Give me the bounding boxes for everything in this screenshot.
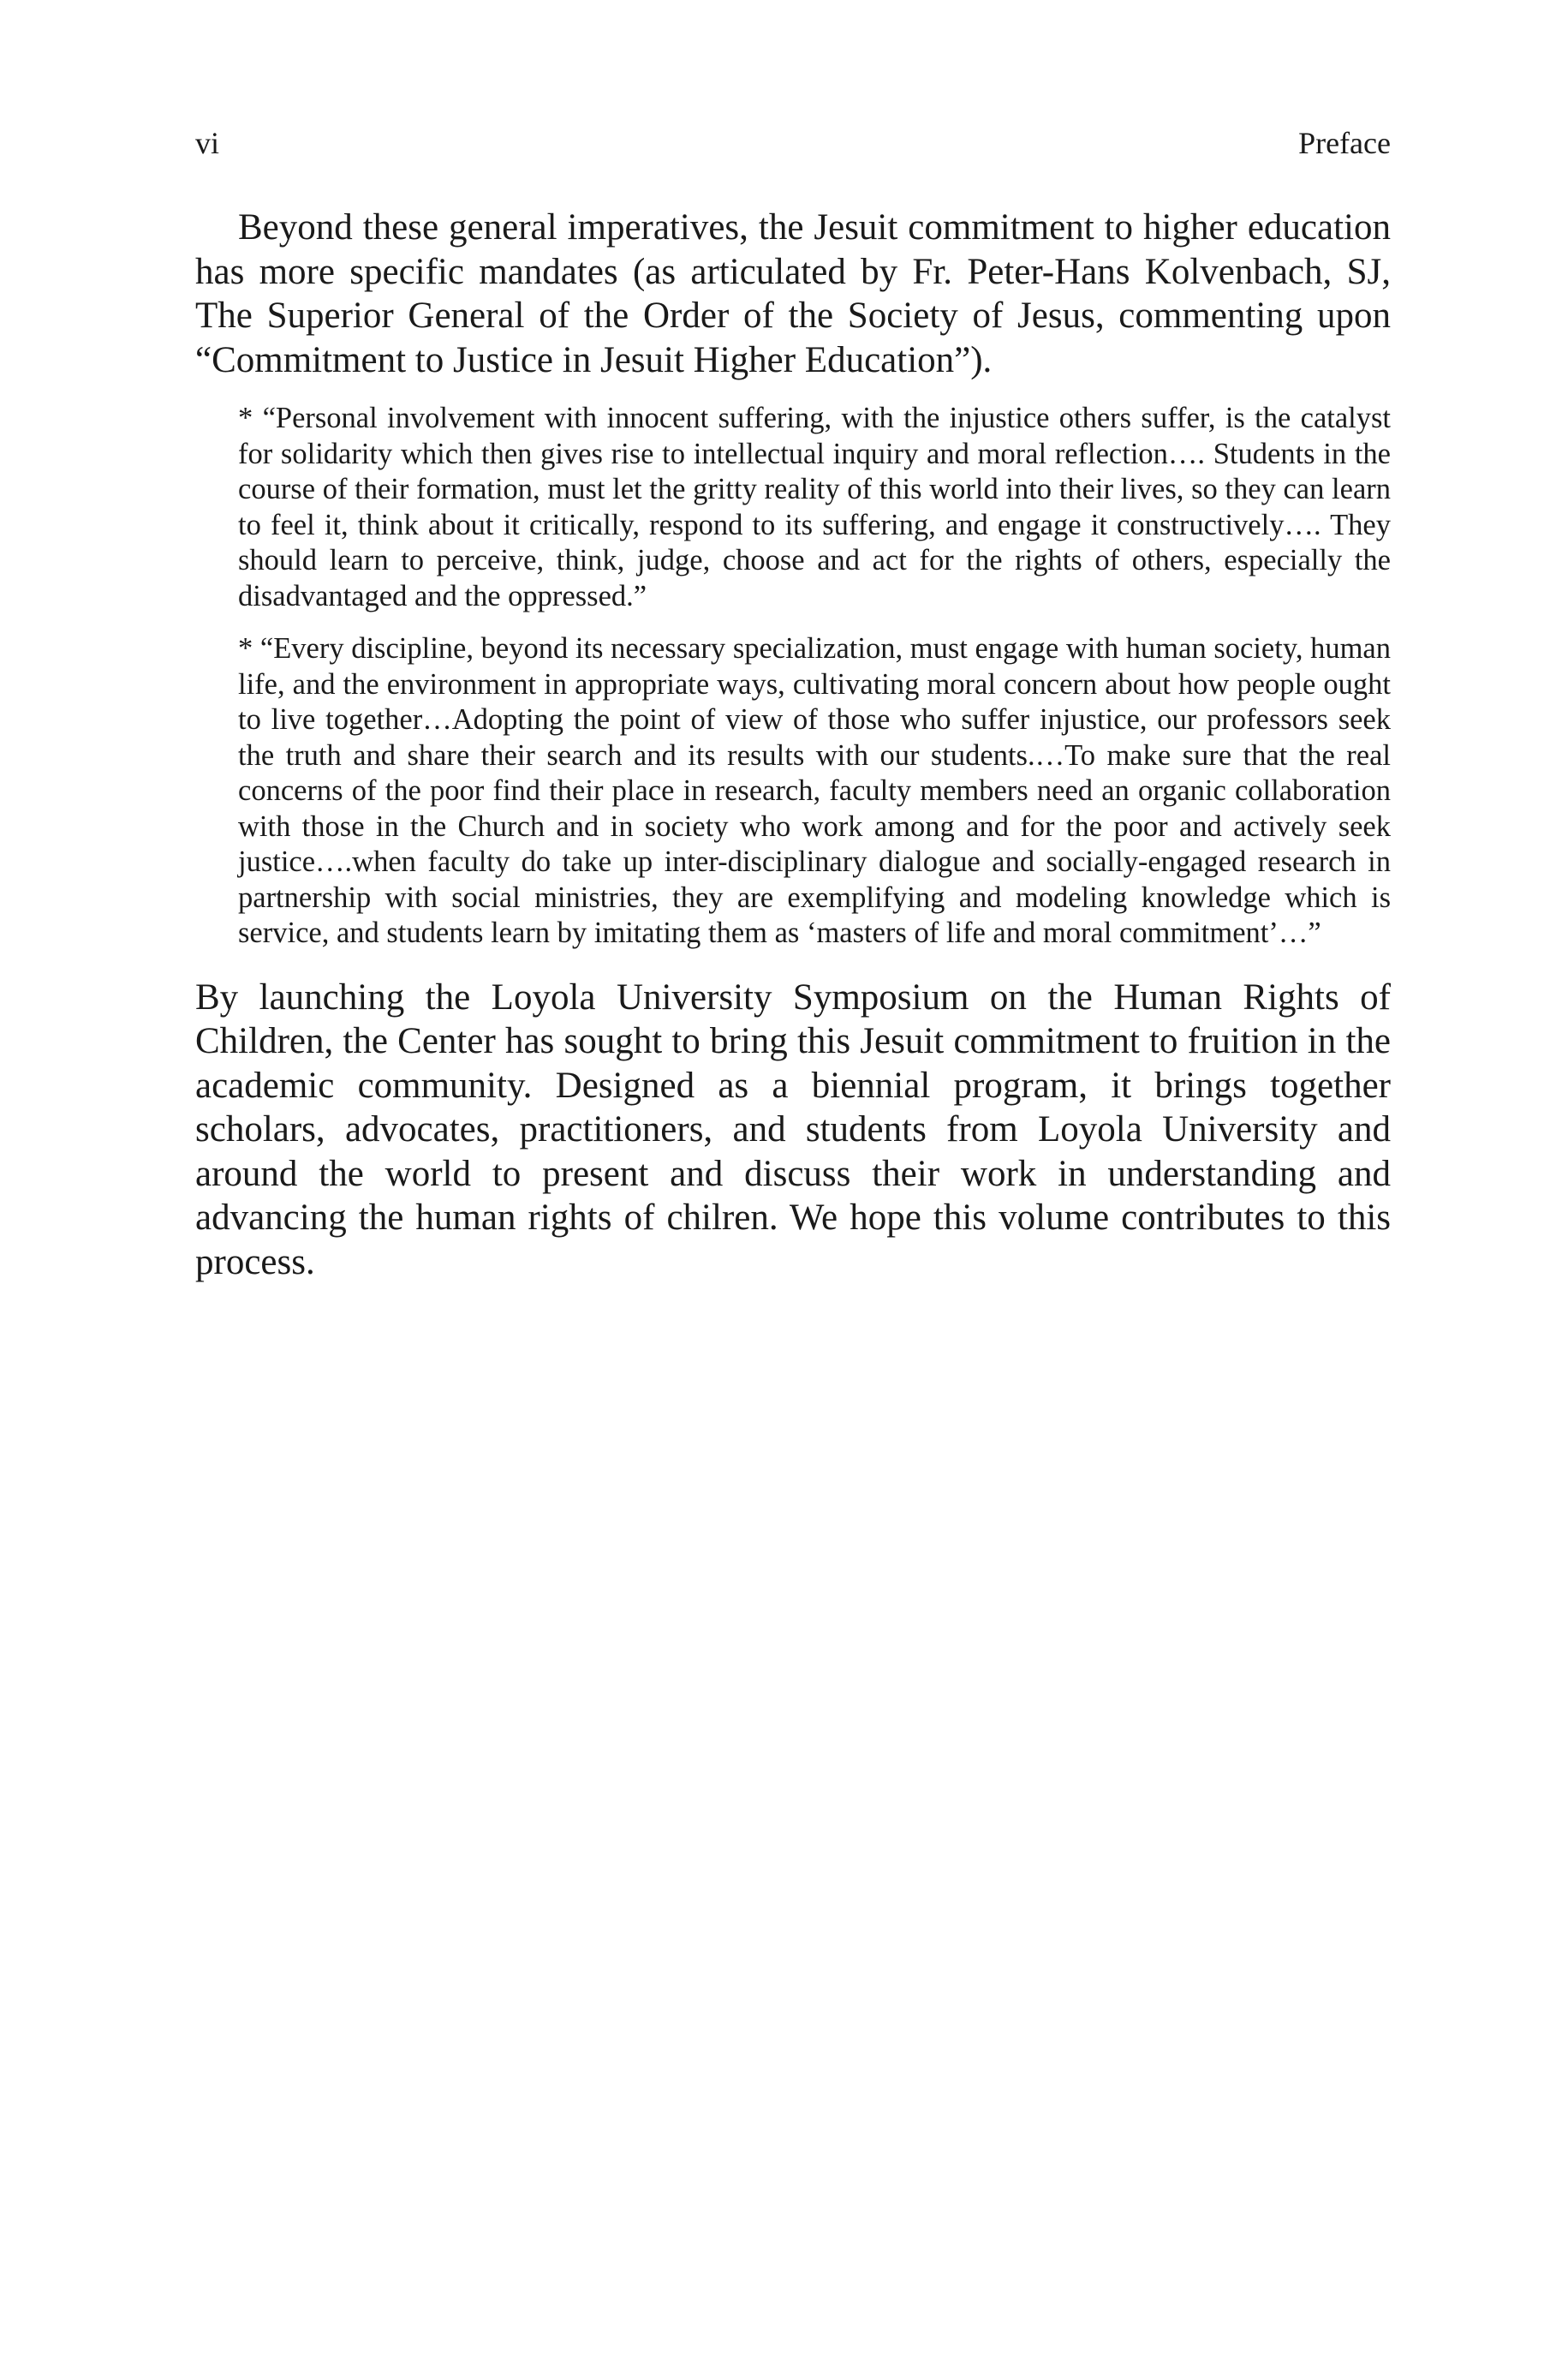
page-number: vi (195, 126, 220, 160)
quote-block (238, 401, 1391, 952)
running-head (195, 122, 1391, 164)
quote-personal-involvement: * “Personal involvement with innocent suffering, with the injustice others suffer, is the catalyst for solidarity which then gives rise to intellectual inquiry and moral reflection…. Students in the course of their formation, must let the gritty reality of this world into their lives, so they can learn to feel it, think about it critically, respond to its suffering, and engage it constructively…. They should learn to perceive, think, judge, choose and act for the rights of others, especially the disadvantaged and the oppressed.” (238, 402, 1391, 612)
closing-paragraph: By launching the Loyola University Symposium on the Human Rights of Children, the Center has sought to bring this Jesuit commitment to fruition in the academic community. Designed as a biennial program, it brings together scholars, advocates, practitioners, and students from Loyola University and around the world to present and discuss their work in understanding and advancing the human rights of chilren. We hope this volume contributes to this process. (195, 976, 1391, 1282)
body-text (195, 206, 1391, 1284)
running-head-title: Preface (1298, 126, 1391, 160)
quote-every-discipline: * “Every discipline, beyond its necessary specialization, must engage with human society, human life, and the environment in appropriate ways, cultivating moral concern about how people ought to live together…Adopting the point of view of those who suffer injustice, our professors seek the truth and share their search and its results with our students.…To make sure that the real concerns of the poor find their place in research, faculty members need an organic collaboration with those in the Church and in society who work among and for the poor and actively seek justice….when faculty do take up inter-disciplinary dialogue and socially-engaged research in partnership with social ministries, they are exemplifying and modeling knowledge which is service, and students learn by imitating them as ‘masters of life and moral commitment’…” (238, 632, 1391, 949)
intro-paragraph: Beyond these general imperatives, the Jesuit commitment to higher education has more specific mandates (as articulated by Fr. Peter-Hans Kolvenbach, SJ, The Superior General of the Order of the Society of Jesus, commenting upon “Commitment to Justice in Jesuit Higher Education”). (195, 207, 1391, 380)
